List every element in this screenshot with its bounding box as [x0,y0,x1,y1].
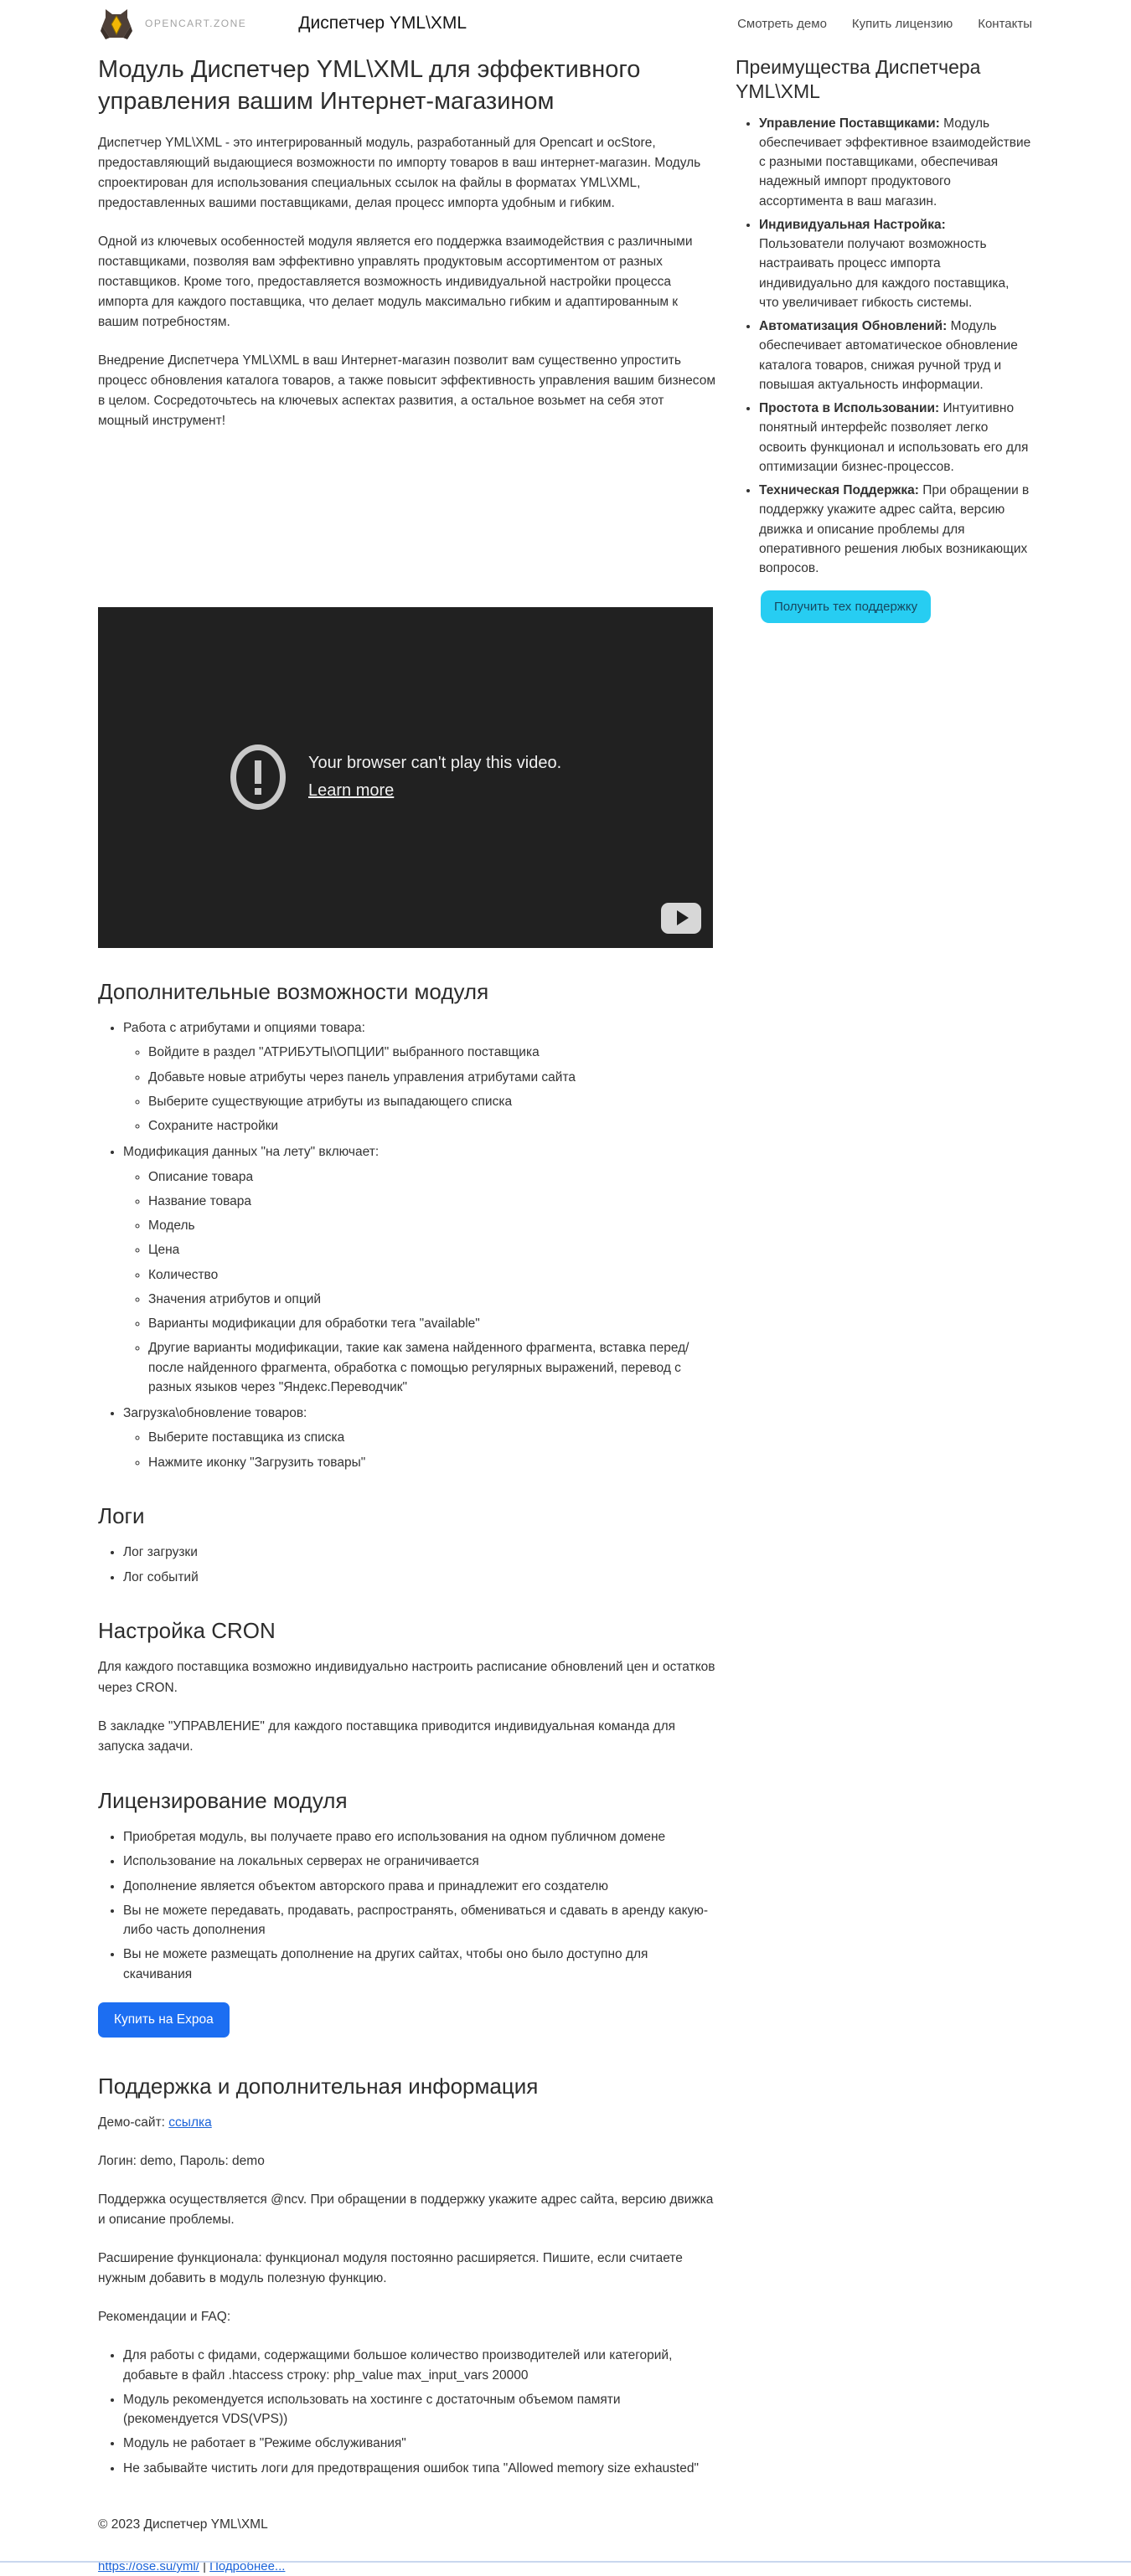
sidebar-heading: Преимущества Диспетчера YML\XML [736,56,981,102]
list-item: ◦ Другие варианты модификации, такие как замена найденного фрагмента, вставка перед/ после найденного фрагмента, обработка с помощью регулярных выражений, перевод с разных языков через "Яндекс.Переводчик" [148,1338,716,1397]
support-paragraph: Расширение функционала: функционал модуля постоянно расширяется. Пишите, если считаете нужным добавить в модуль полезную функцию. [98,2251,683,2286]
page-title: Диспетчер YML\XML [298,13,467,33]
list-item: • Приобретая модуль, вы получаете право его использования на одном публичном домене [123,1827,716,1847]
footer-links [98,2557,716,2576]
list-item-title: Техническая Поддержка: [759,483,919,497]
faq-list [98,2346,716,2478]
brand-name: OPENCART.ZONE [145,18,247,29]
intro-paragraph: Одной из ключевых особенностей модуля является его поддержка взаимодействия с различными поставщиками, позволяя вам эффективно управлять продуктовым ассортиментом от разных поставщиков. Кроме того, предоставляется возможность индивидуальной настройки процесса импорта для каждого поставщика, что делает модуль максимально гибким и адаптированным к вашим потребностям. [98,234,693,329]
list-item: • Управление Поставщиками: Модуль обеспечивает эффективное взаимодействие с разными поставщиками, обеспечивая надежный импорт продуктового ассортимента в ваш магазин. [759,114,1032,211]
list-item: • Для работы с фидами, содержащими большое количество производителей или категорий, добавьте в файл .htaccess строку: php_value max_input_vars 20000 [123,2346,716,2385]
support-button[interactable]: Получить тех поддержку [761,590,931,623]
list-item: ◦ Цена [148,1240,716,1260]
sub-list [123,1043,716,1136]
list-item: • Не забывайте чистить логи для предотвращения ошибок типа "Allowed memory size exhausted" [123,2459,716,2478]
cron-heading: Настройка CRON [98,1617,276,1643]
list-item: • Лог событий [123,1568,716,1587]
demo-site-line [98,2113,716,2133]
list-item: • Вы не можете передавать, продавать, распространять, обмениваться и сдавать в аренду какую-либо часть дополнения [123,1901,716,1940]
top-nav [737,17,1032,31]
list-item-title: Простота в Использовании: [759,401,940,415]
list-item: ◦ Название товара [148,1192,716,1211]
list-item: • Загрузка\обновление товаров: ◦ Выберите поставщика из списка ◦ Нажмите иконку "Загрузить товары" [123,1404,716,1472]
video-message-row [98,607,713,948]
list-item: ◦ Варианты модификации для обработки тега "available" [148,1314,716,1333]
list-item: ◦ Количество [148,1265,716,1285]
nav-link-demo[interactable]: Смотреть демо [737,16,827,31]
license-list [98,1827,716,1984]
logs-list [98,1543,716,1587]
nav-link-contacts[interactable]: Контакты [978,16,1032,31]
list-item: • Простота в Использовании: Интуитивно понятный интерфейс позволяет легко освоить функционал и использовать его для оптимизации бизнес-процессов. [759,399,1032,477]
logs-heading: Логи [98,1502,145,1528]
list-item: • Вы не можете размещать дополнение на других сайтах, чтобы оно было доступно для скачивания [123,1945,716,1984]
warning-icon [230,744,286,810]
list-item: • Лог загрузки [123,1543,716,1562]
main-column [98,47,716,2576]
list-item: • Техническая Поддержка: При обращении в поддержку укажите адрес сайта, версию движка и описание проблемы для оперативного решения любых возникающих вопросов. [759,481,1032,578]
list-item: • Дополнение является объектом авторского права и принадлежит его создателю [123,1877,716,1896]
support-paragraph: Поддержка осуществляется @ncv. При обращении в поддержку укажите адрес сайта, версию движка и описание проблемы. [98,2192,714,2228]
footer-site-link[interactable]: https://ose.su/yml/ [98,2558,199,2573]
bottom-divider [0,2561,1131,2563]
features-heading: Дополнительные возможности модуля [98,978,489,1004]
brand-logo-link[interactable] [98,5,246,42]
list-item-title: Управление Поставщиками: [759,116,940,131]
support-heading: Поддержка и дополнительная информация [98,2073,539,2099]
sub-list [123,1428,716,1472]
list-item: • Индивидуальная Настройка: Пользователи получают возможность настраивать процесс импорта индивидуально для каждого поставщика, что увеличивает гибкость системы. [759,215,1032,312]
sub-list [123,1167,716,1398]
list-item: ◦ Нажмите иконку "Загрузить товары" [148,1453,716,1472]
demo-site-link[interactable]: ссылка [168,2115,212,2130]
login-line: Логин: demo, Пароль: demo [98,2154,265,2169]
list-item: • Модуль рекомендуется использовать на хостинге с достаточным объемом памяти (рекомендуется VDS(VPS)) [123,2390,716,2429]
play-icon [677,910,689,925]
list-item: ◦ Модель [148,1216,716,1235]
video-player[interactable] [98,607,713,948]
list-item: • Работа с атрибутами и опциями товара: ◦ Войдите в раздел "АТРИБУТЫ\ОПЦИИ" выбранного поставщика ◦ Добавьте новые атрибуты через панель управления атрибутами сайта ◦ Выберите существующие атрибуты из выпадающего списка ◦ Сохраните настройки [123,1018,716,1136]
list-item: ◦ Добавьте новые атрибуты через панель управления атрибутами сайта [148,1068,716,1087]
list-item: ◦ Выберите поставщика из списка [148,1428,716,1447]
list-item: ◦ Выберите существующие атрибуты из выпадающего списка [148,1092,716,1111]
list-item: • Модификация данных "на лету" включает: ◦ Описание товара ◦ Название товара ◦ Модель ◦ Цена ◦ Количество ◦ Значения атрибутов и опций ◦ Варианты модификации для обработки тега "available" ◦ Другие варианты модификации, такие как замена найденного фрагмента, вставка перед/ после найденного фрагмента, обработка с помощью регулярных выражений, перевод с разных языков через "Яндекс.Переводчик" [123,1142,716,1397]
header [98,0,1032,47]
list-item: ◦ Значения атрибутов и опций [148,1290,716,1309]
list-item: • Использование на локальных серверах не ограничивается [123,1852,716,1871]
features-list [98,1018,716,1472]
intro-paragraph: Диспетчер YML\XML - это интегрированный модуль, разработанный для Opencart и ocStore, предоставляющий выдающиеся возможности по импорту товаров в ваш интернет-магазин. Модуль спроектирован для использования специальных ссылок на файлы в форматах YML\XML, предоставленных вашими поставщиками, делая процесс импорта удобным и гибким. [98,135,701,210]
owl-logo-icon [98,5,135,42]
list-item: • Модуль не работает в "Режиме обслуживания" [123,2434,716,2453]
demo-site-label: Демо-сайт: [98,2115,169,2130]
content [98,47,1032,2576]
video-texts [308,751,561,803]
advantages-list [736,114,1032,579]
license-heading: Лицензирование модуля [98,1787,348,1813]
footer-separator: | [203,2558,206,2573]
intro-paragraph: Внедрение Диспетчера YML\XML в ваш Интернет-магазин позволит вам существенно упростить процесс обновления каталога товаров, а также повысит эффективность управления вашим бизнесом в целом. Сосредоточьтесь на ключевых аспектах развития, а остальное возьмет на себя этот мощный инструмент! [98,353,715,428]
main-heading: Модуль Диспетчер YML\XML для эффективного управления вашим Интернет-магазином [98,56,641,116]
warning-icon-bar [255,760,261,784]
cron-paragraph: Для каждого поставщика возможно индивидуально настроить расписание обновлений цен и остатков через CRON. [98,1660,715,1695]
footer-more-link[interactable]: Подробнее... [209,2558,286,2573]
play-button[interactable] [661,903,701,934]
warning-icon-dot [255,788,261,795]
learn-more-link[interactable]: Learn more [308,781,395,801]
list-item: ◦ Войдите в раздел "АТРИБУТЫ\ОПЦИИ" выбранного поставщика [148,1043,716,1062]
nav-link-license[interactable]: Купить лицензию [851,16,953,31]
faq-label: Рекомендации и FAQ: [98,2310,231,2325]
list-item: • Автоматизация Обновлений: Модуль обеспечивает автоматическое обновление каталога товаров, снижая ручной труд и повышая актуальность информации. [759,317,1032,394]
sidebar [736,47,1032,623]
list-item-title: Индивидуальная Настройка: [759,217,946,232]
list-item: ◦ Описание товара [148,1167,716,1187]
cron-paragraph: В закладке "УПРАВЛЕНИЕ" для каждого поставщика приводится индивидуальная команда для запуска задачи. [98,1718,676,1754]
list-item: ◦ Сохраните настройки [148,1116,716,1136]
list-item-title: Автоматизация Обновлений: [759,319,948,333]
video-error-text: Your browser can't play this video. [308,754,562,773]
copyright: © 2023 Диспетчер YML\XML [98,2517,268,2532]
buy-button[interactable]: Купить на Expoa [98,2002,230,2038]
